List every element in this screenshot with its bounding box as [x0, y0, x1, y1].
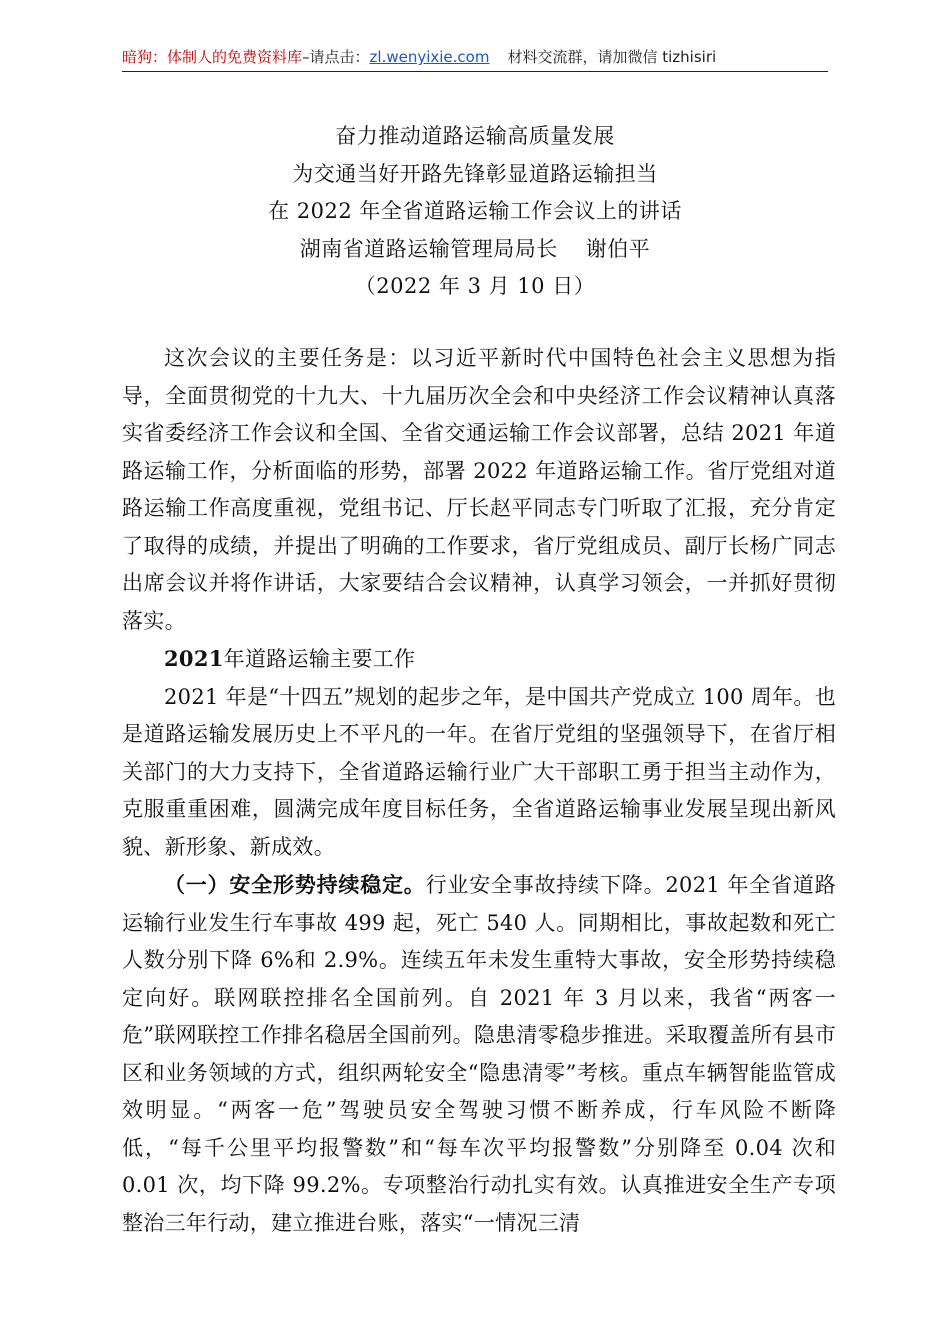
document-body [122, 340, 836, 1242]
safety-text: 行业安全事故持续下降。2021 年全省道路运输行业发生行车事故 499 起，死亡 540 人。同期相比，事故起数和死亡人数分别下降 6%和 2.9%。连续五年未发生重特大事故，安全形势持续稳定向好。联网联控排名全国前列。自 2021 年 3 月以来，我省“两客一危”联网联控工作排名稳居全国前列。隐患清零稳步推进。采取覆盖所有县市区和业务领域的方式，组织两轮安全“隐患清零”考核。重点车辆智能监管成效明显。“两客一危”驾驶员安全驾驶习惯不断养成，行车风险不断降低，“每千公里平均报警数”和“每车次平均报警数”分别降至 0.04 次和 0.01 次，均下降 99.2%。专项整治行动扎实有效。认真推进安全生产专项整治三年行动，建立推进台账，落实“一情况三清 [122, 873, 836, 1235]
section-heading [122, 640, 836, 679]
safety-subheading: （一）安全形势持续稳定。 [164, 872, 426, 897]
page-header [122, 46, 828, 68]
speaker-name: 谢伯平 [585, 236, 651, 261]
speaker-org: 湖南省道路运输管理局局长 [299, 236, 558, 261]
section-heading-text: 年道路运输主要工作 [223, 647, 416, 671]
intro-paragraph: 这次会议的主要任务是：以习近平新时代中国特色社会主义思想为指导，全面贯彻党的十九大、十九届历次全会和中央经济工作会议精神认真落实省委经济工作会议和全国、全省交通运输工作会议部署，总结 2021 年道路运输工作，分析面临的形势，部署 2022 年道路运输工作。省厅党组对道路运输工作高度重视，党组书记、厅长赵平同志专门听取了汇报，充分肯定了取得的成绩，并提出了明确的工作要求，省厅党组成员、副厅长杨广同志出席会议并将作讲话，大家要结合会议精神，认真学习领会，一并抓好贯彻落实。 [122, 346, 836, 633]
safety-paragraph [122, 866, 836, 1242]
overview-paragraph: 2021 年是“十四五”规划的起步之年，是中国共产党成立 100 周年。也是道路运输发展历史上不平凡的一年。在省厅党组的坚强领导下，在省厅相关部门的大力支持下，全省道路运输行业广大干部职工勇于担当主动作为，克服重重困难，圆满完成年度目标任务，全省道路运输事业发展呈现出新风貌、新形象、新成效。 [122, 684, 836, 859]
title-line-1: 奋力推动道路运输高质量发展 [335, 124, 615, 148]
speech-date: （2022 年 3 月 10 日） [354, 274, 596, 298]
header-brand: 暗狗：体制人的免费资料库 [122, 48, 303, 66]
header-prompt: –请点击： [302, 48, 370, 66]
title-block [0, 118, 950, 306]
speaker-line [0, 231, 950, 269]
section-heading-year: 2021 [164, 646, 224, 671]
title-line-3: 在 2022 年全省道路运输工作会议上的讲话 [268, 199, 682, 223]
header-link[interactable]: zl.wenyixie.com [369, 48, 490, 66]
header-divider [122, 71, 828, 72]
header-wechat: 材料交流群，请加微信 tizhisiri [507, 48, 717, 66]
title-line-2: 为交通当好开路先锋彰显道路运输担当 [292, 161, 658, 186]
